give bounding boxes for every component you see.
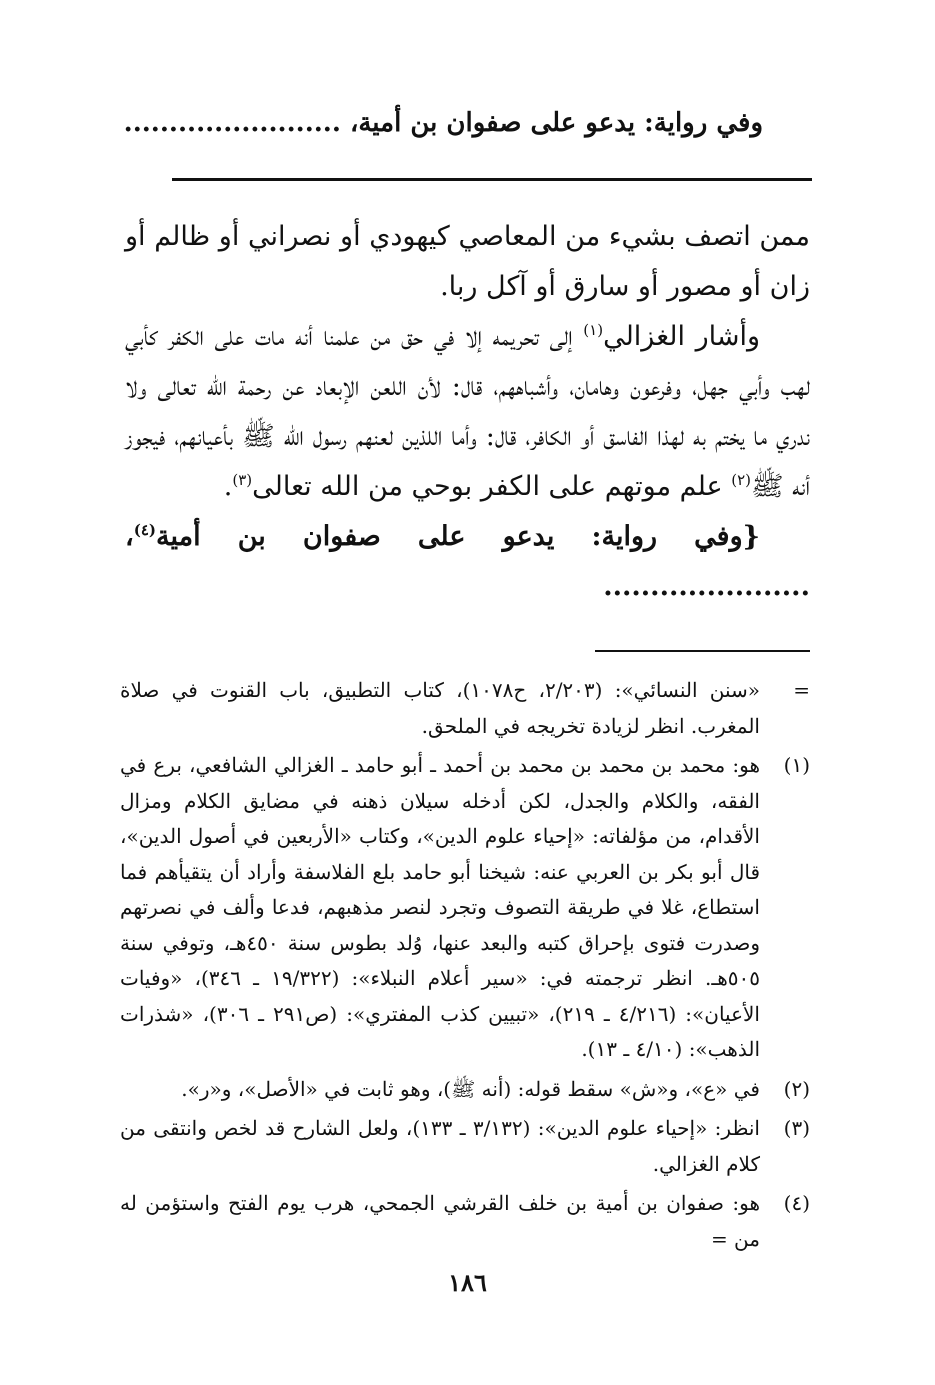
footnote-text: في «ع»، و«ش» سقط قوله: (أنه ﷺ)، وهو ثابت في «الأصل»، و«ر». <box>181 1076 760 1101</box>
footnote-number: (٣) <box>783 1116 810 1140</box>
footnote-4 <box>120 1186 810 1257</box>
footnote-separator <box>595 650 810 652</box>
footnote-text: هو: صفوان بن أمية بن خلف القرشي الجمحي، هرب يوم الفتح واستؤمن له من = <box>120 1191 760 1251</box>
paragraph-2 <box>125 312 810 512</box>
paragraph-3 <box>125 512 810 612</box>
main-text <box>125 212 810 612</box>
footnote-text: هو: محمد بن محمد بن محمد بن أحمد ـ أبو حامد ـ الغزالي الشافعي، برع في الفقه، والكلام والجدل، لكن أدخله سيلان ذهنه في مضايق الكلام ومزال الأقدام، من مؤلفاته: «إحياء علوم الدين»، وكتاب «الأربعين في أصول الدين»، قال أبو بكر بن العربي عنه: شيخنا أبو حامد بلع الفلاسفة وأراد أن يتقيأهم فما استطاع، غلا في طريقة التصوف وتجرد لنصر مذهبهم، فدعا وألف في نصرتهم وصدرت فتوى بإحراق كتبه والبعد عنها، وُلد بطوس سنة ٤٥٠هـ، وتوفي سنة ٥٠٥هـ. انظر ترجمته في: «سير أعلام النبلاء»: (١٩/٣٢٢ ـ ٣٤٦)، «وفيات الأعيان»: (٤/٢١٦ ـ ٢١٩)، «تبيين كذب المفتري»: (ص٢٩١ ـ ٣٠٦)، «شذرات الذهب»: (٤/١٠ ـ ١٣). <box>120 753 760 1061</box>
footnote-2 <box>120 1072 810 1108</box>
paragraph-3-dots: ...................... <box>603 571 810 602</box>
header-title: وفي رواية: يدعو على صفوان بن أمية، <box>349 108 763 138</box>
footnote-3 <box>120 1111 810 1182</box>
footnote-ref-2: (٢) <box>731 471 752 489</box>
paragraph-3-part-a: {وفي رواية: يدعو على صفوان بن أمية <box>156 521 760 552</box>
footnote-number: (٢) <box>783 1076 810 1101</box>
footnote-ref-1: (١) <box>583 321 604 339</box>
paragraph-2-part-d: . <box>223 471 233 502</box>
paragraph-2-part-a: وأشار الغزالي <box>603 321 760 352</box>
paragraph-3-part-b: ، <box>125 521 134 552</box>
footnotes <box>120 673 810 1261</box>
paragraph-2-part-b: إلى تحريمه إلا في حق من علمنا أنه مات على الكفر كأبي لهب وأبي جهل، وفرعون وهامان، وأشباههم، قال: لأن اللعن الإبعاد عن رحمة الله تعالى ولا ندري ما يختم به لهذا الفاسق أو الكافر، قال: وأما اللذين لعنهم رسول الله ﷺ بأعيانهم، فيجوز أنه ﷺ <box>125 321 810 502</box>
footnote-number: (١) <box>783 753 810 777</box>
footnote-1 <box>120 748 810 1068</box>
footnote-text: «سنن النسائي»: (٢/٢٠٣، ح١٠٧٨)، كتاب التطبيق، باب القنوت في صلاة المغرب. انظر لزيادة تخريجه في الملحق. <box>120 678 760 738</box>
footnote-ref-3: (٣) <box>232 471 253 489</box>
paragraph-2-part-c: علم موتهم على الكفر بوحي من الله تعالى <box>252 471 732 502</box>
footnote-text: انظر: «إحياء علوم الدين»: (٣/١٣٢ ـ ١٣٣)، ولعل الشارح قد لخص وانتقى من كلام الغزالي. <box>120 1116 760 1176</box>
footnote-ref-4: (٤) <box>133 521 156 539</box>
footnote-number: (٤) <box>783 1191 810 1215</box>
header-rule <box>172 178 812 181</box>
running-header <box>123 108 763 138</box>
paragraph-1: ممن اتصف بشيء من المعاصي كيهودي أو نصراني أو ظالم أو زان أو مصور أو سارق أو آكل ربا. <box>125 221 810 302</box>
page-number: ١٨٦ <box>448 1268 487 1297</box>
footnote-continued <box>120 673 810 744</box>
header-dots: ........................ <box>123 108 341 138</box>
footnote-number: = <box>793 678 810 702</box>
